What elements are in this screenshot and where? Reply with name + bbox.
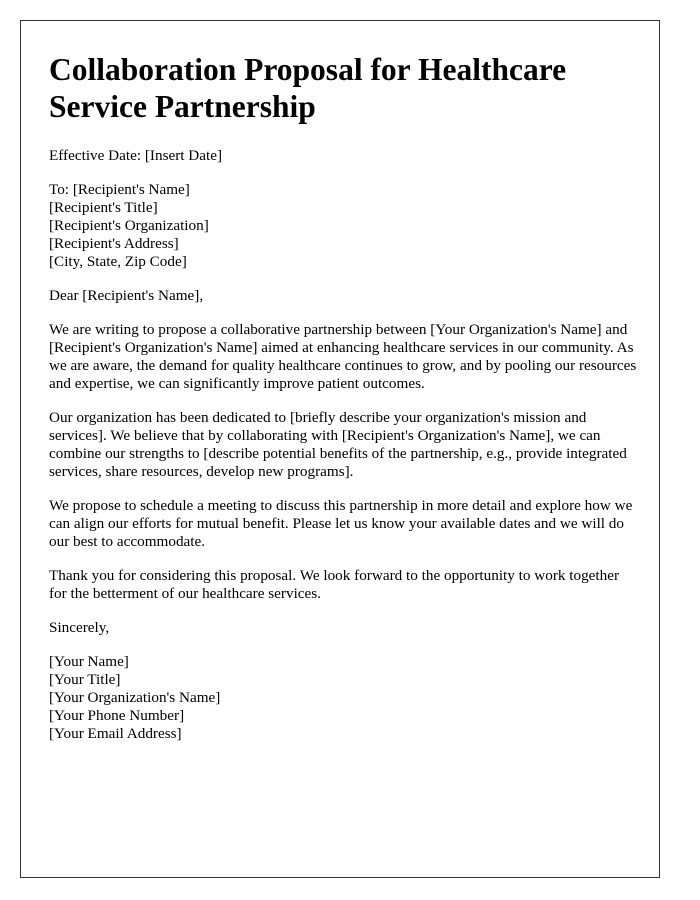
body-paragraph-4: Thank you for considering this proposal. We look forward to the opportunity to work together for the betterment of our healthcare services. xyxy=(49,567,620,602)
signature-name: [Your Name] xyxy=(49,653,129,670)
body-paragraph-1: We are writing to propose a collaborative partnership between [Your Organization's Name] and [Recipient's Organization's Name] aimed at enhancing healthcare services in our community. As we are aware, the demand for quality healthcare continues to grow, and by pooling our resources and expertise, we can significantly improve patient outcomes. xyxy=(49,321,637,392)
closing: Sincerely, xyxy=(49,619,110,636)
body-paragraph-3: We propose to schedule a meeting to discuss this partnership in more detail and explore how we can align our efforts for mutual benefit. Please let us know your available dates and we will do our best to accommodate. xyxy=(49,497,633,550)
recipient-organization: [Recipient's Organization] xyxy=(49,217,209,234)
signature-title: [Your Title] xyxy=(49,671,121,688)
body-paragraph-2: Our organization has been dedicated to [briefly describe your organization's mission and services]. We believe that by collaborating with [Recipient's Organization's Name], we can combine our strengths to [describe potential benefits of the partnership, e.g., provide integrated services, share resources, develop new programs]. xyxy=(49,409,627,480)
recipient-city-state-zip: [City, State, Zip Code] xyxy=(49,253,187,270)
letter-title: Collaboration Proposal for Healthcare Service Partnership xyxy=(49,52,567,124)
signature-block xyxy=(49,653,639,743)
letter-page xyxy=(20,20,660,878)
signature-email: [Your Email Address] xyxy=(49,725,182,742)
recipient-to-line: To: [Recipient's Name] xyxy=(49,181,190,198)
letter-content xyxy=(49,51,639,743)
signature-phone: [Your Phone Number] xyxy=(49,707,185,724)
recipient-title: [Recipient's Title] xyxy=(49,199,158,216)
recipient-address: [Recipient's Address] xyxy=(49,235,179,252)
salutation: Dear [Recipient's Name], xyxy=(49,287,204,304)
recipient-block xyxy=(49,181,639,271)
effective-date: Effective Date: [Insert Date] xyxy=(49,147,223,164)
signature-organization: [Your Organization's Name] xyxy=(49,689,221,706)
